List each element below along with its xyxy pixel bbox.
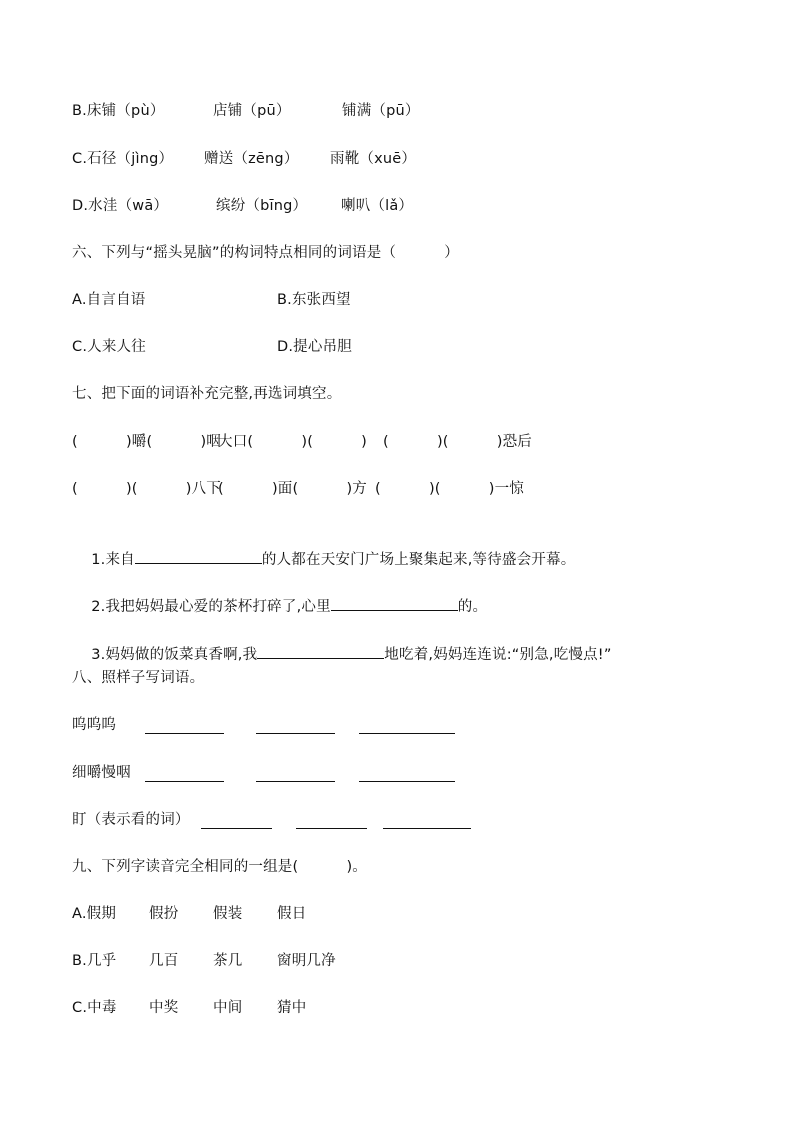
q8-example-3: 盯（表示看的词） xyxy=(72,812,190,828)
q6-option-c: C.人来人往 xyxy=(72,339,146,355)
q5-c-word-1: C.石径（jìng） xyxy=(72,151,174,167)
q5-option-c xyxy=(72,147,417,171)
q8-row2-blank-3[interactable] xyxy=(359,781,455,782)
q8-row3-blank-1[interactable] xyxy=(201,828,272,829)
q5-b-word-1: B.床铺（pù） xyxy=(72,103,165,119)
q7-sentence-2 xyxy=(72,571,488,615)
q8-row1-blank-2[interactable] xyxy=(256,733,335,734)
q5-d-word-2: 缤纷（bīng） xyxy=(216,198,308,214)
q8-row2-blank-2[interactable] xyxy=(256,781,335,782)
q5-c-word-3: 雨靴（xuē） xyxy=(330,151,417,167)
q7-s3-prefix: 3.妈妈做的饭菜真香啊,我 xyxy=(91,647,258,663)
q9-a-word-4: 假日 xyxy=(277,906,307,922)
q6-option-b: B.东张西望 xyxy=(277,292,351,308)
q8-example-1: 呜呜呜 xyxy=(72,717,117,733)
q9-option-b xyxy=(72,949,336,973)
q6-options-ab xyxy=(72,288,351,312)
q7-idiom-3: ( )( )恐后 xyxy=(383,434,533,450)
q7-s1-suffix: 的人都在天安门广场上聚集起来,等待盛会开幕。 xyxy=(261,552,576,568)
q6-options-cd xyxy=(72,335,352,359)
q8-example-2: 细嚼慢咽 xyxy=(72,765,131,781)
q9-option-a xyxy=(72,902,307,926)
q7-idiom-4: ( )( )八下 xyxy=(72,481,222,497)
q7-s1-blank[interactable] xyxy=(135,548,262,564)
q7-idiom-5: ( )面( )方 xyxy=(218,481,368,497)
q9-c-word-1: C.中毒 xyxy=(72,1000,117,1016)
q9-b-word-4: 窗明几净 xyxy=(277,953,336,969)
q8-row3-blank-3[interactable] xyxy=(383,828,471,829)
q8-row1-blank-3[interactable] xyxy=(359,733,455,734)
q7-s2-blank[interactable] xyxy=(331,595,458,611)
q7-sentence-1 xyxy=(72,524,576,568)
q7-idiom-6: ( )( )一惊 xyxy=(375,481,525,497)
q9-title: 九、下列字读音完全相同的一组是( )。 xyxy=(72,859,368,875)
q8-title: 八、照样子写词语。 xyxy=(72,670,205,686)
q7-s1-prefix: 1.来自 xyxy=(91,552,135,568)
q7-idiom-1: ( )嚼( )咽 xyxy=(72,434,222,450)
q9-b-word-2: 几百 xyxy=(149,953,179,969)
q9-c-word-4: 猜中 xyxy=(277,1000,307,1016)
q5-b-word-2: 店铺（pū） xyxy=(213,103,291,119)
q7-sentence-3 xyxy=(72,619,612,663)
q6-title: 六、下列与“摇头晃脑”的构词特点相同的词语是（ ） xyxy=(72,245,459,261)
q7-idiom-row-1 xyxy=(72,430,533,454)
q9-a-word-3: 假装 xyxy=(213,906,243,922)
q7-s2-suffix: 的。 xyxy=(457,599,488,615)
q7-title: 七、把下面的词语补充完整,再选词填空。 xyxy=(72,386,342,402)
q8-row3-blank-2[interactable] xyxy=(296,828,367,829)
q5-c-word-2: 赠送（zēng） xyxy=(204,151,299,167)
q9-b-word-3: 茶几 xyxy=(213,953,243,969)
q9-a-word-1: A.假期 xyxy=(72,906,117,922)
q5-d-word-3: 喇叭（lǎ） xyxy=(341,198,414,214)
q9-a-word-2: 假扮 xyxy=(149,906,179,922)
q8-row-2 xyxy=(72,761,131,785)
q8-row-1 xyxy=(72,713,117,737)
q7-idiom-2: 大口( )( ) xyxy=(218,434,368,450)
q8-row1-blank-1[interactable] xyxy=(145,733,224,734)
q6-option-d: D.提心吊胆 xyxy=(277,339,352,355)
q9-c-word-2: 中奖 xyxy=(149,1000,179,1016)
q7-s3-suffix: 地吃着,妈妈连连说:“别急,吃慢点!” xyxy=(384,647,612,663)
q9-b-word-1: B.几乎 xyxy=(72,953,117,969)
q5-option-d xyxy=(72,194,414,218)
q8-row-3 xyxy=(72,808,190,832)
q7-s3-blank[interactable] xyxy=(257,643,384,659)
q7-idiom-row-2 xyxy=(72,477,525,501)
q8-row2-blank-1[interactable] xyxy=(145,781,224,782)
q5-option-b xyxy=(72,99,420,123)
q9-option-c xyxy=(72,996,307,1020)
q7-s2-prefix: 2.我把妈妈最心爱的茶杯打碎了,心里 xyxy=(91,599,331,615)
q6-option-a: A.自言自语 xyxy=(72,292,146,308)
q9-c-word-3: 中间 xyxy=(213,1000,243,1016)
q5-d-word-1: D.水洼（wā） xyxy=(72,198,169,214)
q5-b-word-3: 铺满（pū） xyxy=(342,103,420,119)
